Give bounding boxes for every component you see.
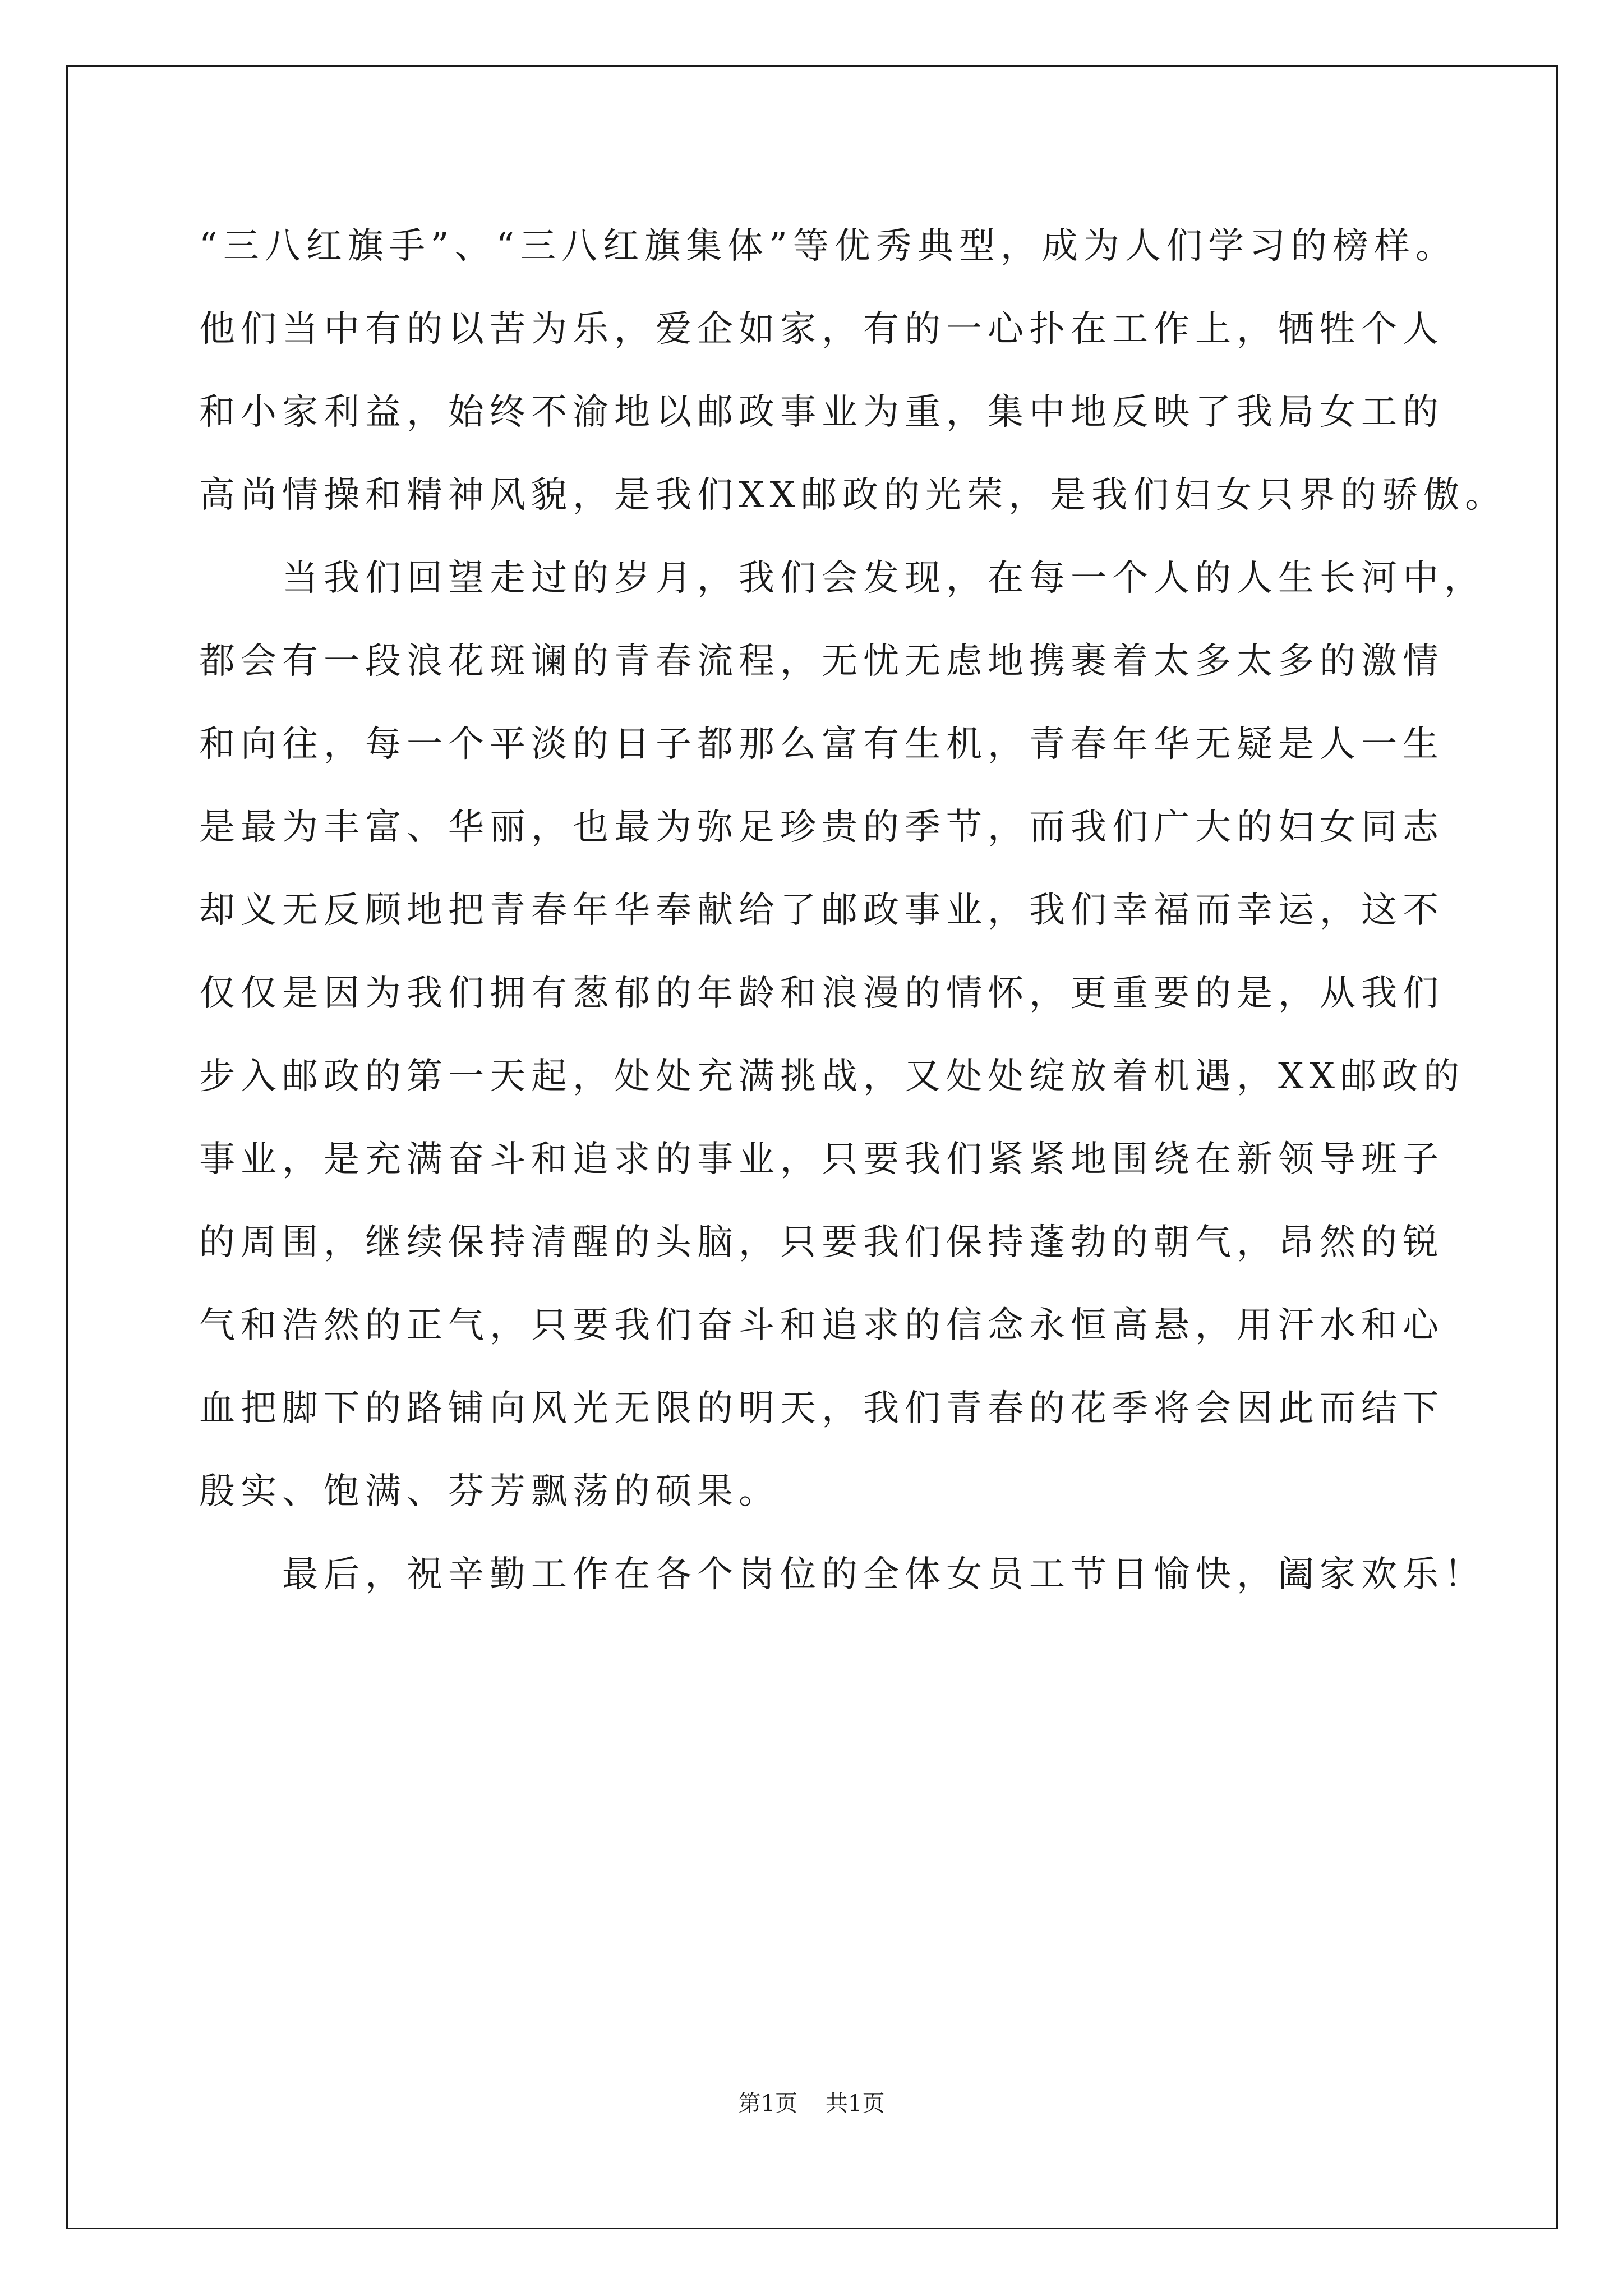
text-line: 的周围，继续保持清醒的头脑，只要我们保持蓬勃的朝气，昂然的锐 — [199, 1222, 1444, 1263]
paragraph-start: 当我们回望走过的岁月，我们会发现，在每一个人的人生长河中， — [282, 558, 1486, 599]
text-line: 血把脚下的路铺向风光无限的明天，我们青春的花季将会因此而结下 — [199, 1388, 1444, 1429]
text-line: 和小家利益，始终不渝地以邮政事业为重，集中地反映了我局女工的 — [199, 392, 1444, 433]
text-line: 和向往，每一个平淡的日子都那么富有生机，青春年华无疑是人一生 — [199, 724, 1444, 765]
page-footer — [0, 2087, 1623, 2120]
text-line: 殷实、饱满、芬芳飘荡的硕果。 — [199, 1471, 780, 1512]
page-number: 第1页 — [738, 2091, 797, 2116]
text-line: 高尚情操和精神风貌，是我们XX邮政的光荣，是我们妇女只界的骄傲。 — [199, 475, 1507, 516]
text-line: 气和浩然的正气，只要我们奋斗和追求的信念永恒高悬，用汗水和心 — [199, 1305, 1444, 1346]
paragraph-start: 最后，祝辛勤工作在各个岗位的全体女员工节日愉快，阖家欢乐！ — [282, 1554, 1486, 1595]
text-line: 他们当中有的以苦为乐，爱企如家，有的一心扑在工作上，牺牲个人 — [199, 309, 1444, 350]
text-line: “三八红旗手”、“三八红旗集体”等优秀典型，成为人们学习的榜样。 — [199, 226, 1457, 267]
text-line: 步入邮政的第一天起，处处充满挑战，又处处绽放着机遇，XX邮政的 — [199, 1056, 1465, 1097]
text-line: 仅仅是因为我们拥有葱郁的年龄和浪漫的情怀，更重要的是，从我们 — [199, 973, 1444, 1014]
text-line: 却义无反顾地把青春年华奉献给了邮政事业，我们幸福而幸运，这不 — [199, 890, 1444, 931]
text-line: 事业，是充满奋斗和追求的事业，只要我们紧紧地围绕在新领导班子 — [199, 1139, 1444, 1180]
page-total: 共1页 — [826, 2091, 885, 2116]
text-line: 是最为丰富、华丽，也最为弥足珍贵的季节，而我们广大的妇女同志 — [199, 807, 1444, 848]
document-body — [199, 205, 1507, 1616]
text-line: 都会有一段浪花斑谰的青春流程，无忧无虑地携裹着太多太多的激情 — [199, 641, 1444, 682]
